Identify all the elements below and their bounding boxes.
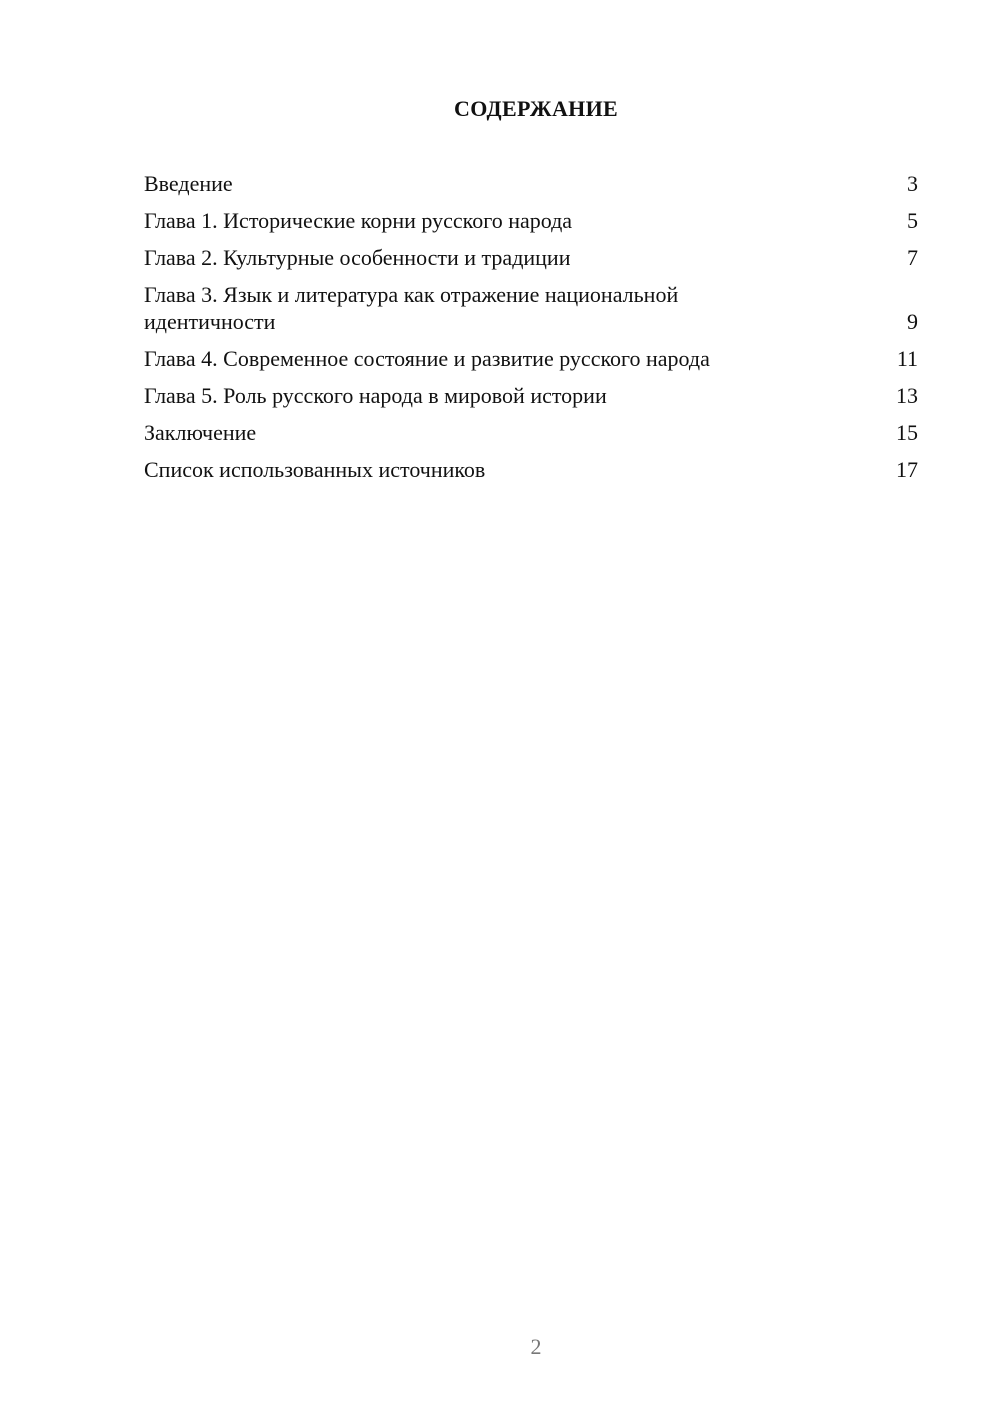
- toc-item-page: 17: [896, 457, 918, 482]
- toc-item-chapter-3: [144, 281, 920, 335]
- toc-item-chapter-2: [144, 244, 920, 271]
- toc-item-page: 11: [896, 346, 918, 371]
- page-number: 2: [530, 1334, 542, 1359]
- toc-item-label: Глава 5. Роль русского народа в мировой истории: [144, 383, 607, 408]
- toc-item-page: 15: [896, 420, 918, 445]
- table-of-contents: [144, 170, 920, 493]
- page-title: СОДЕРЖАНИЕ: [454, 96, 618, 121]
- toc-item-label: Заключение: [144, 420, 257, 445]
- toc-item-page: 7: [907, 245, 918, 270]
- toc-item-label: Введение: [144, 171, 233, 196]
- toc-item-label: Глава 3. Язык и литература как отражение национальной идентичности: [144, 282, 679, 334]
- toc-item-chapter-1: [144, 207, 920, 234]
- toc-item-label: Список использованных источников: [144, 457, 486, 482]
- toc-item-page: 13: [896, 383, 918, 408]
- toc-item-chapter-4: [144, 345, 920, 372]
- toc-item-introduction: [144, 170, 920, 197]
- toc-item-label: Глава 1. Исторические корни русского народа: [144, 208, 573, 233]
- toc-item-page: 5: [907, 208, 918, 233]
- toc-item-label: Глава 2. Культурные особенности и традиции: [144, 245, 571, 270]
- toc-item-references: [144, 456, 920, 483]
- toc-item-page: 9: [907, 309, 918, 334]
- toc-item-page: 3: [907, 171, 918, 196]
- toc-item-conclusion: [144, 419, 920, 446]
- toc-item-label: Глава 4. Современное состояние и развитие русского народа: [144, 346, 710, 371]
- toc-item-chapter-5: [144, 382, 920, 409]
